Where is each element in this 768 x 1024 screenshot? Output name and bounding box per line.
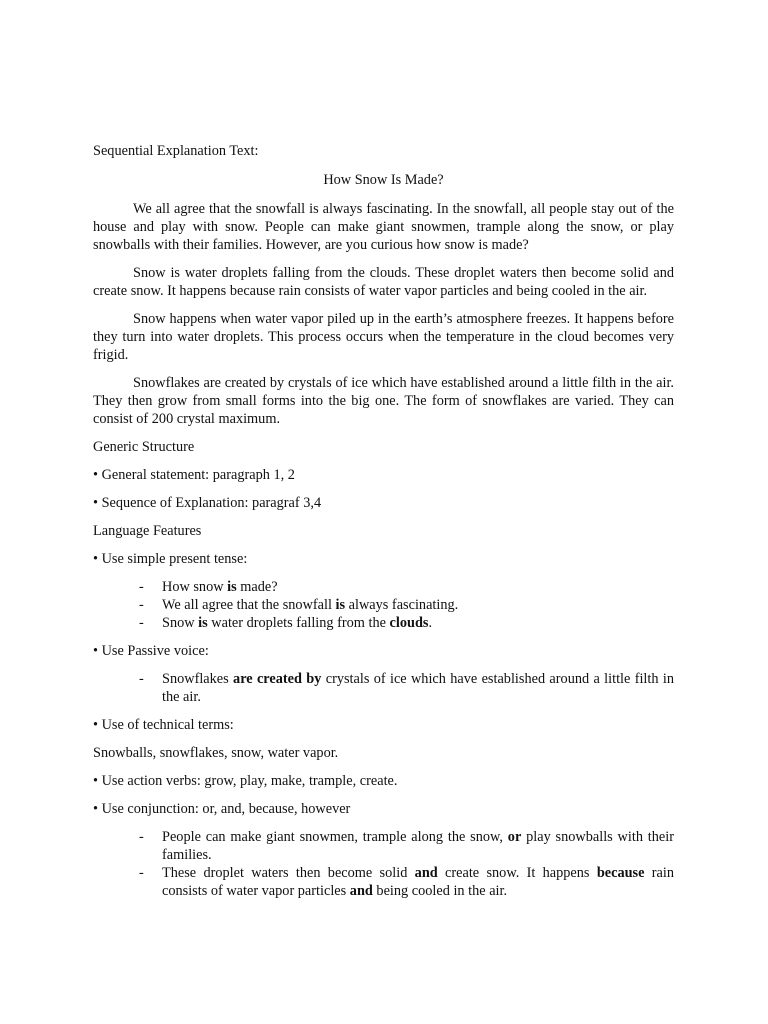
example-text: Snowflakes (162, 671, 234, 687)
example-emphasis: is (227, 579, 237, 595)
example-emphasis: or (507, 829, 522, 845)
list-dash: - (139, 615, 144, 631)
paragraph-2: Snow is water droplets falling from the clouds. These droplet waters then become solid and create snow. It happens because rain consists of water vapor particles and being cooled in the air. (93, 265, 674, 299)
list-dash: - (139, 597, 144, 613)
example-text: water droplets falling from the (207, 615, 390, 631)
list-dash: - (139, 579, 144, 595)
example-emphasis: and (349, 883, 373, 899)
example-text: People can make giant snowmen, trample along the snow, (162, 829, 508, 845)
example-item (93, 828, 674, 864)
paragraph-3: Snow happens when water vapor piled up in the earth’s atmosphere freezes. It happens before they turn into water droplets. This process occurs when the temperature in the cloud becomes very frigid. (93, 311, 674, 363)
feature-technical-label: • Use of technical terms: (93, 717, 234, 733)
passive-examples (93, 670, 674, 706)
document-title: How Snow Is Made? (323, 172, 444, 188)
example-emphasis: and (414, 865, 438, 881)
language-features-heading: Language Features (93, 523, 202, 539)
simple-present-examples (93, 578, 674, 632)
example-emphasis: is (198, 615, 208, 631)
example-item (93, 596, 674, 614)
example-item (93, 578, 674, 596)
example-text: create snow. It happens (437, 865, 597, 881)
structure-item-general-statement: • General statement: paragraph 1, 2 (93, 467, 295, 483)
example-text: We all agree that the snowfall (162, 597, 336, 613)
example-emphasis: is (335, 597, 346, 613)
feature-simple-present-label: • Use simple present tense: (93, 551, 248, 567)
example-text: rain consists of water vapor particles (162, 865, 675, 899)
paragraph-1: We all agree that the snowfall is always fascinating. In the snowfall, all people stay out of the house and play with snow. People can make giant snowmen, trample along the snow, or play snowballs with their families. However, are you curious how snow is made? (93, 201, 674, 253)
example-text: always fascinating. (345, 597, 459, 613)
list-dash: - (139, 671, 144, 687)
example-item (93, 864, 674, 900)
example-text: being cooled in the air. (372, 883, 508, 899)
paragraph-4: Snowflakes are created by crystals of ice which have established around a little filth in the air. They then grow from small forms into the big one. The form of snowflakes are varied. They can consist of 200 crystal maximum. (93, 375, 674, 427)
example-item (93, 670, 674, 706)
example-text: Snow (162, 615, 199, 631)
example-text: . (428, 615, 433, 631)
list-dash: - (139, 865, 144, 881)
example-text: These droplet waters then become solid (162, 865, 415, 881)
structure-item-sequence: • Sequence of Explanation: paragraf 3,4 (93, 495, 322, 511)
example-text: made? (236, 579, 278, 595)
feature-passive-label: • Use Passive voice: (93, 643, 209, 659)
example-item (93, 614, 674, 632)
example-emphasis: are created by (233, 671, 322, 687)
example-text: crystals of ice which have established around a little filth in the air. (162, 671, 674, 705)
example-text: play snowballs with their families. (162, 829, 674, 863)
example-text: How snow (162, 579, 228, 595)
feature-action-verbs: • Use action verbs: grow, play, make, trample, create. (93, 773, 398, 789)
list-dash: - (139, 829, 144, 845)
example-emphasis: clouds (389, 615, 429, 631)
feature-conjunction-label: • Use conjunction: or, and, because, however (93, 801, 351, 817)
text-type-label: Sequential Explanation Text: (93, 143, 259, 159)
document-body (93, 142, 674, 910)
example-emphasis: because (596, 865, 645, 881)
conjunction-examples (93, 828, 674, 900)
technical-terms-text: Snowballs, snowflakes, snow, water vapor. (93, 745, 339, 761)
generic-structure-heading: Generic Structure (93, 439, 195, 455)
